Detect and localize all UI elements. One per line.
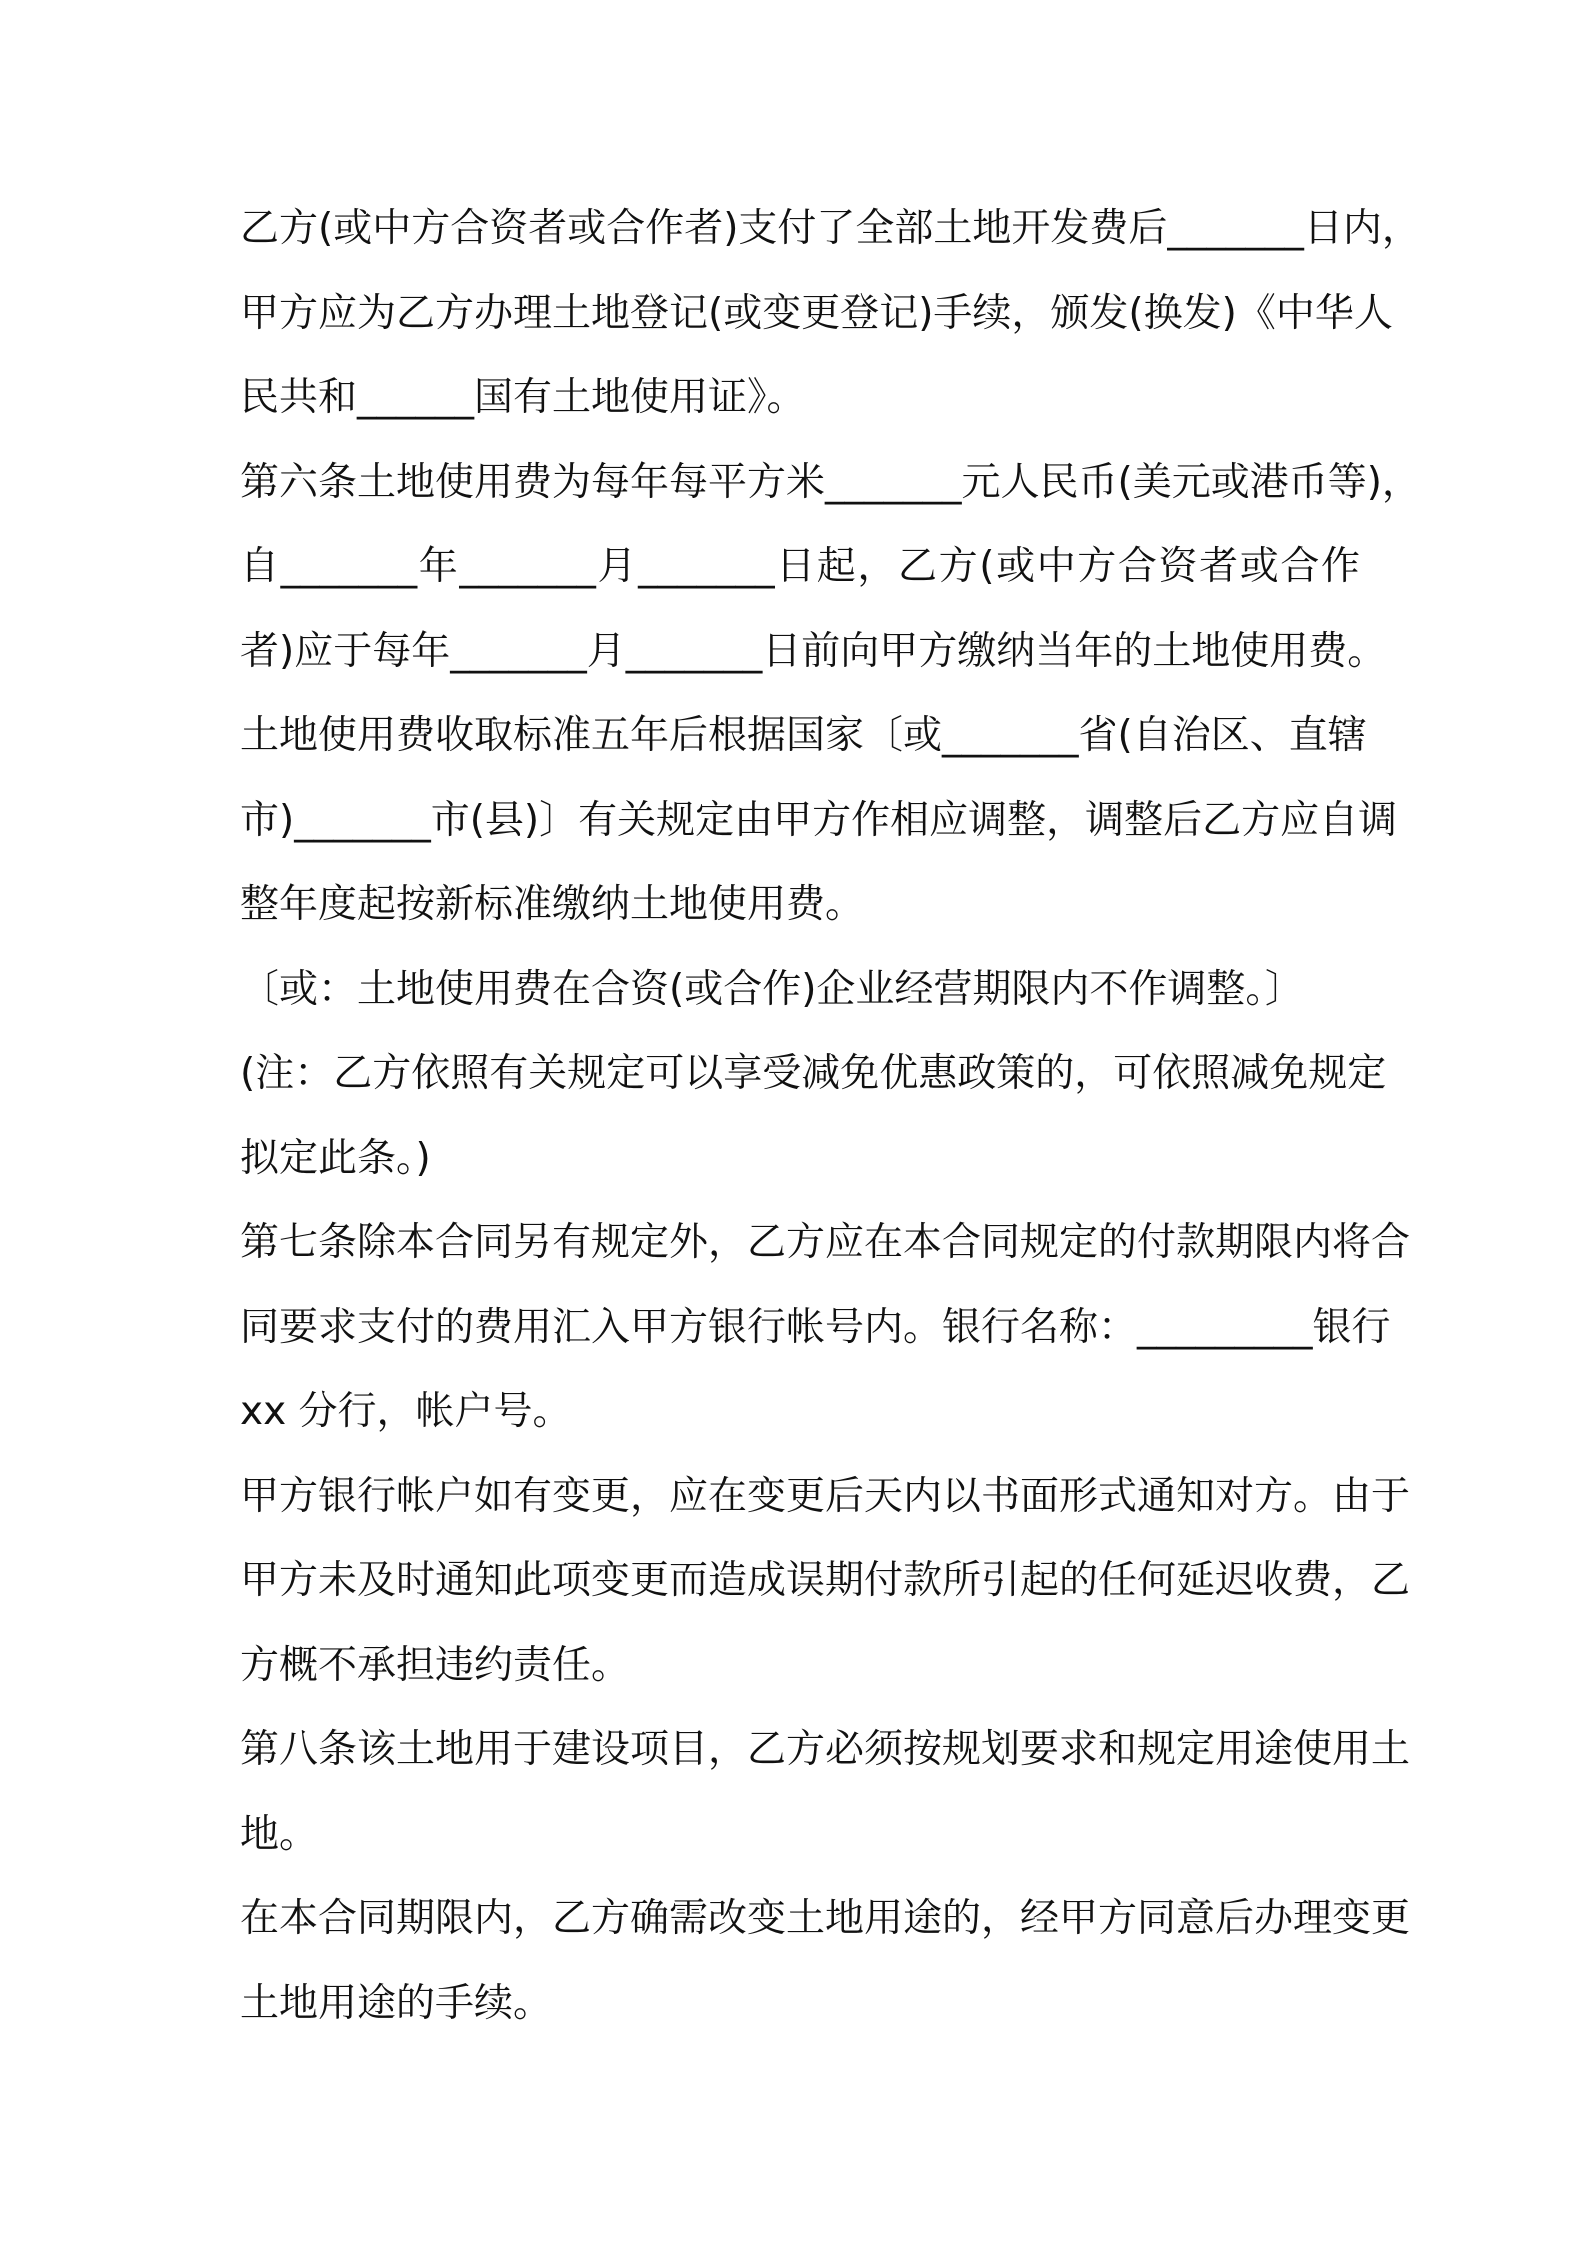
text-line: 甲方应为乙方办理土地登记(或变更登记)手续，颁发(换发)《中华人 [240, 290, 1393, 336]
text-line: xx 分行，帐户号。 [240, 1389, 572, 1434]
text-line: 土地用途的手续。 [240, 1980, 553, 2026]
contract-text [240, 187, 1421, 2046]
text-line: 整年度起按新标准缴纳土地使用费。 [240, 882, 865, 927]
text-line: 在本合同期限内，乙方确需改变土地用途的，经甲方同意后办理变更 [240, 1896, 1411, 1941]
text-line: 地。 [240, 1811, 319, 1857]
text-line: 同要求支付的费用汇入甲方银行帐号内。银行名称：_________银行 [240, 1304, 1391, 1350]
text-line: 第八条该土地用于建设项目，乙方必须按规划要求和规定用途使用土 [240, 1727, 1411, 1772]
text-line: 第六条土地使用费为每年每平方米_______元人民币(美元或港币等)， [240, 459, 1421, 505]
text-line: 〔或：土地使用费在合资(或合作)企业经营期限内不作调整。〕 [240, 966, 1304, 1012]
text-line: 民共和______国有土地使用证》。 [240, 375, 806, 420]
text-line: 第七条除本合同另有规定外，乙方应在本合同规定的付款期限内将合 [240, 1220, 1411, 1265]
text-line: 土地使用费收取标准五年后根据国家〔或_______省(自治区、直辖 [240, 713, 1367, 758]
text-line: 市)_______市(县)〕有关规定由甲方作相应调整，调整后乙方应自调 [240, 797, 1398, 843]
text-line: 者)应于每年_______月_______日前向甲方缴纳当年的土地使用费。 [240, 628, 1387, 674]
text-line: (注：乙方依照有关规定可以享受减免优惠政策的，可依照减免规定 [240, 1051, 1387, 1096]
text-line: 甲方银行帐户如有变更，应在变更后天内以书面形式通知对方。由于 [240, 1473, 1411, 1519]
text-line: 乙方(或中方合资者或合作者)支付了全部土地开发费后_______日内， [240, 206, 1421, 251]
text-line: 甲方未及时通知此项变更而造成误期付款所引起的任何延迟收费，乙 [240, 1558, 1411, 1603]
text-line: 方概不承担违约责任。 [240, 1642, 631, 1688]
text-line: 自_______年_______月_______日起，乙方(或中方合资者或合作 [240, 544, 1360, 589]
text-line: 拟定此条。) [240, 1135, 431, 1181]
